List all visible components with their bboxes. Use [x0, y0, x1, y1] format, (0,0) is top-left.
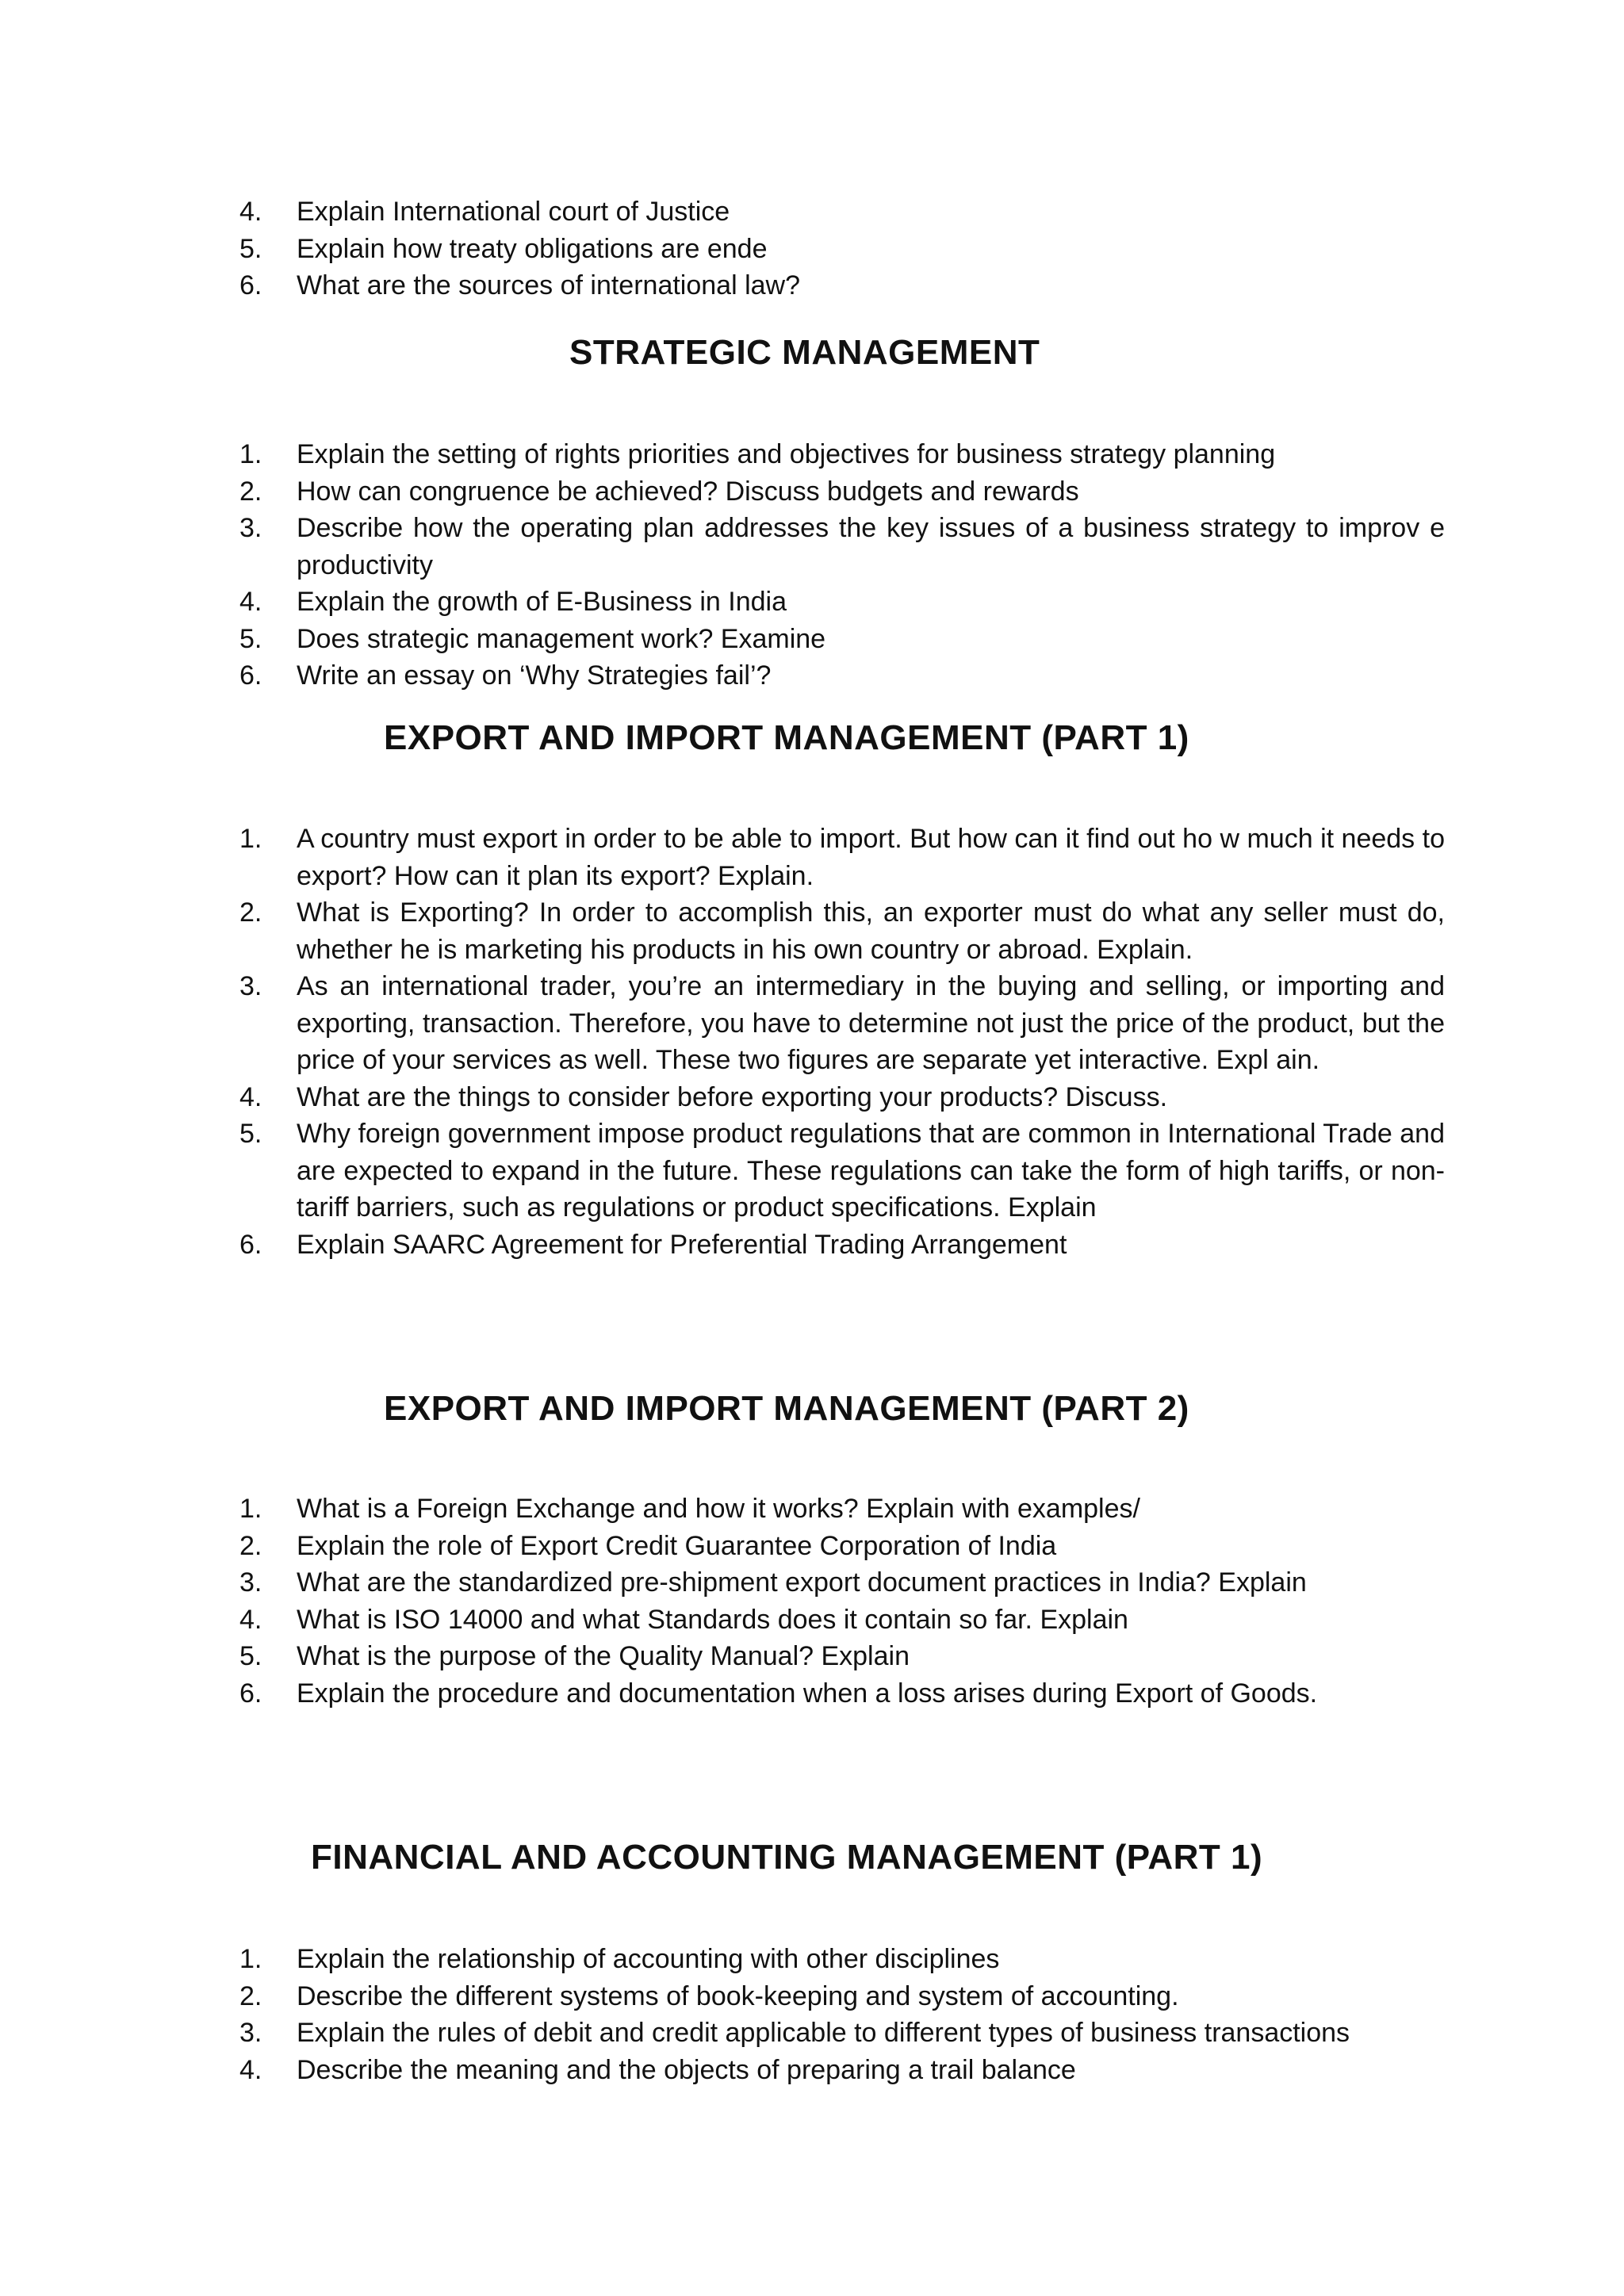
item-number: 2.	[239, 1980, 262, 2011]
item-number: 6.	[239, 270, 262, 300]
list-item	[239, 894, 1445, 968]
list-item	[239, 1079, 1445, 1116]
item-text: Explain the role of Export Credit Guarantee Corporation of India	[297, 1530, 1057, 1561]
item-number: 1.	[239, 1944, 262, 1974]
question-list-strategic-management	[239, 436, 1445, 695]
item-text: A country must export in order to be able to import. But how can it find out ho w much it needs to export? How can it plan its export? Explain.	[297, 824, 1445, 891]
item-text: Does strategic management work? Examine	[297, 623, 826, 654]
list-item	[239, 510, 1445, 584]
list-item	[239, 436, 1445, 473]
item-number: 4.	[239, 2054, 262, 2085]
item-text: Describe how the operating plan addresses the key issues of a business strategy to improv e productivity	[297, 513, 1445, 580]
list-item	[239, 657, 1445, 695]
list-item	[239, 1978, 1445, 2015]
section-title-export-import-part-1: EXPORT AND IMPORT MANAGEMENT (PART 1)	[384, 718, 1189, 757]
item-text: What is the purpose of the Quality Manual? Explain	[297, 1641, 910, 1671]
section-title-export-import-part-2: EXPORT AND IMPORT MANAGEMENT (PART 2)	[384, 1389, 1189, 1428]
item-number: 2.	[239, 1530, 262, 1561]
item-text: Explain SAARC Agreement for Preferential Trading Arrangement	[297, 1229, 1067, 1260]
question-list-financial-accounting-part-1	[239, 1941, 1445, 2088]
item-text: Why foreign government impose product regulations that are common in International Trade and are expected to expand in the future. These regulations can take the form of high tariffs, or non-tariff barriers, such as regulations or product specifications. Explain	[297, 1119, 1445, 1223]
list-item	[239, 2015, 1445, 2052]
list-item	[239, 1941, 1445, 1978]
question-list-export-import-part-2	[239, 1490, 1445, 1712]
list-item	[239, 267, 1445, 304]
item-text: What are the sources of international law?	[297, 270, 801, 300]
question-list-international-law	[239, 193, 1445, 304]
item-number: 5.	[239, 623, 262, 654]
list-item	[239, 193, 1445, 231]
item-text: How can congruence be achieved? Discuss budgets and rewards	[297, 476, 1079, 507]
list-item	[239, 1115, 1445, 1226]
item-text: Explain the procedure and documentation when a loss arises during Export of Goods.	[297, 1678, 1318, 1709]
item-number: 1.	[239, 439, 262, 469]
list-item	[239, 231, 1445, 268]
item-number: 3.	[239, 2018, 262, 2048]
item-text: Describe the different systems of book-keeping and system of accounting.	[297, 1980, 1179, 2011]
item-number: 6.	[239, 660, 262, 691]
section-title-financial-accounting-part-1: FINANCIAL AND ACCOUNTING MANAGEMENT (PART 1)	[311, 1838, 1263, 1877]
item-text: What are the things to consider before exporting your products? Discuss.	[297, 1081, 1168, 1112]
item-number: 2.	[239, 897, 262, 928]
item-text: Write an essay on ‘Why Strategies fail’?	[297, 660, 772, 691]
item-number: 4.	[239, 587, 262, 617]
item-text: Explain the rules of debit and credit applicable to different types of business transactions	[297, 2018, 1350, 2048]
list-item	[239, 1226, 1445, 1264]
list-item	[239, 968, 1445, 1079]
list-item	[239, 1564, 1445, 1601]
list-item	[239, 1638, 1445, 1675]
list-item	[239, 1490, 1445, 1528]
section-title-strategic-management: STRATEGIC MANAGEMENT	[569, 333, 1040, 372]
item-number: 1.	[239, 1494, 262, 1524]
item-text: Explain the growth of E-Business in India	[297, 587, 787, 617]
question-list-export-import-part-1	[239, 821, 1445, 1263]
item-text: Describe the meaning and the objects of preparing a trail balance	[297, 2054, 1076, 2085]
item-number: 3.	[239, 513, 262, 543]
item-text: What are the standardized pre-shipment export document practices in India? Explain	[297, 1567, 1307, 1598]
item-text: What is ISO 14000 and what Standards does it contain so far. Explain	[297, 1604, 1128, 1635]
list-item	[239, 584, 1445, 621]
item-text: Explain how treaty obligations are ende	[297, 233, 768, 264]
item-text: As an international trader, you’re an intermediary in the buying and selling, or importing and exporting, transaction. Therefore, you have to determine not just the price of the product, but the price of your services as well. These two figures are separate yet interactive. Expl ain.	[297, 971, 1445, 1075]
list-item	[239, 821, 1445, 894]
item-number: 4.	[239, 1604, 262, 1635]
item-number: 4.	[239, 197, 262, 227]
item-text: What is Exporting? In order to accomplish this, an exporter must do what any seller must do, whether he is marketing his products in his own country or abroad. Explain.	[297, 897, 1445, 965]
item-number: 5.	[239, 1119, 262, 1149]
list-item	[239, 1601, 1445, 1639]
item-number: 4.	[239, 1081, 262, 1112]
item-number: 1.	[239, 824, 262, 854]
item-number: 5.	[239, 1641, 262, 1671]
item-text: Explain International court of Justice	[297, 197, 730, 227]
item-number: 6.	[239, 1229, 262, 1260]
item-number: 3.	[239, 1567, 262, 1598]
item-text: Explain the setting of rights priorities and objectives for business strategy planning	[297, 439, 1276, 469]
list-item	[239, 621, 1445, 658]
item-number: 6.	[239, 1678, 262, 1709]
item-number: 3.	[239, 971, 262, 1001]
list-item	[239, 1528, 1445, 1565]
item-number: 5.	[239, 233, 262, 264]
list-item	[239, 1675, 1445, 1712]
item-text: Explain the relationship of accounting with other disciplines	[297, 1944, 1000, 1974]
item-text: What is a Foreign Exchange and how it works? Explain with examples/	[297, 1494, 1140, 1524]
list-item	[239, 2052, 1445, 2089]
list-item	[239, 473, 1445, 511]
item-number: 2.	[239, 476, 262, 507]
